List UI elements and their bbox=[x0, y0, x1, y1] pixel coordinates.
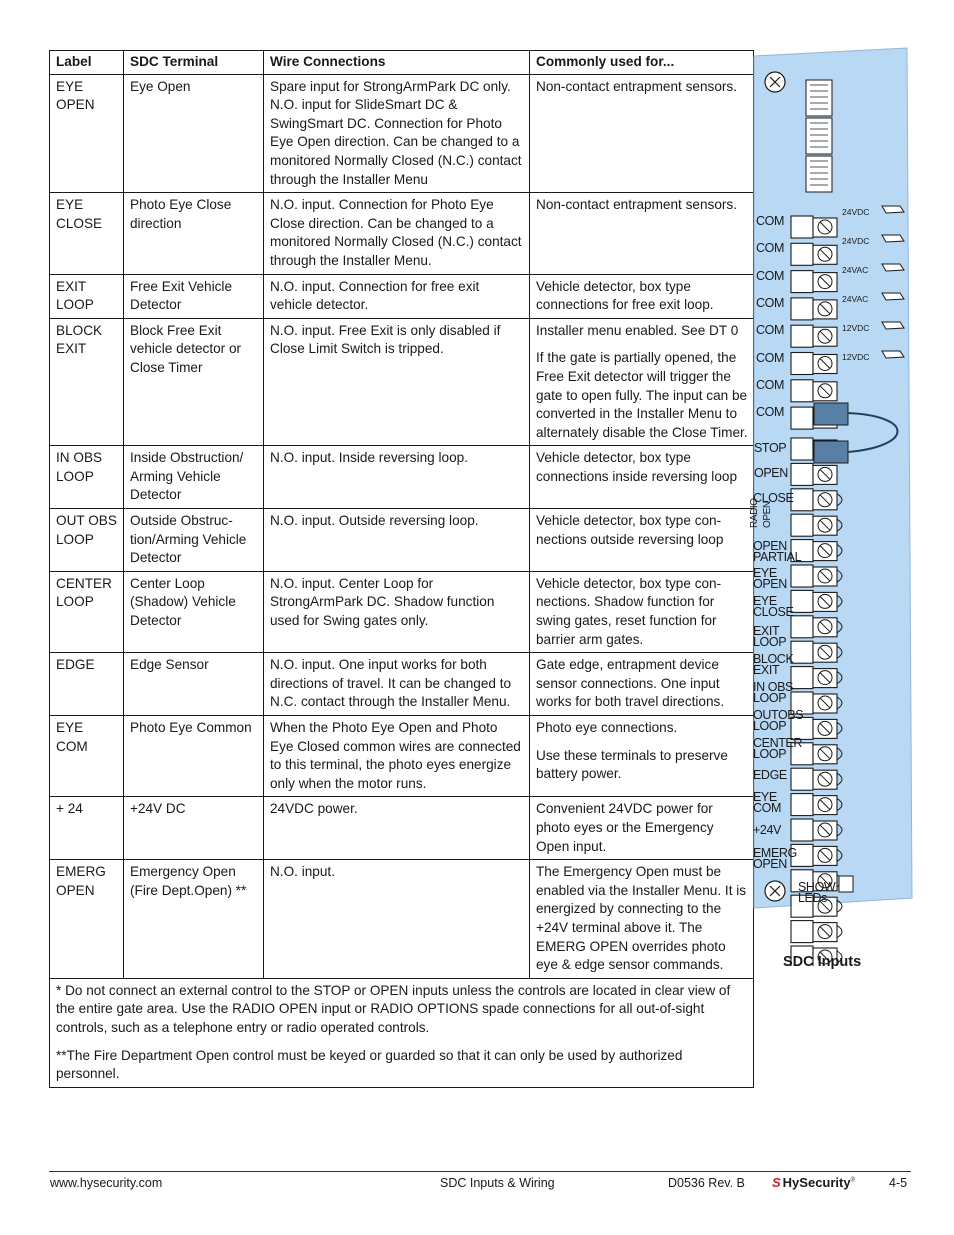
com-label: COM bbox=[756, 241, 784, 256]
com-label: COM bbox=[756, 268, 784, 283]
terminal-housing bbox=[791, 565, 813, 587]
terminal-housing bbox=[791, 325, 813, 347]
input-label: EXIT LOOP bbox=[753, 624, 787, 649]
use-paragraph: Use these terminals to preserve battery power. bbox=[536, 747, 728, 782]
footnote-fire-dept: **The Fire Department Open control must be keyed or guarded so that it can only be used by authorized personnel. bbox=[56, 1047, 683, 1082]
terminal-housing bbox=[791, 794, 813, 816]
row-commonly-used-for bbox=[530, 571, 754, 652]
row-sdc-terminal: Edge Sensor bbox=[124, 653, 264, 716]
voltage-label: 12VDC bbox=[842, 352, 870, 362]
row-wire-connections: Spare input for StrongArmPark DC only. N.O. input for SlideSmart DC & SwingSmart DC. Connection for Photo Eye Open direction. Can be changed to a monitored Normally Closed (N.C.) contact through the Installer Menu bbox=[264, 74, 530, 193]
footer-rule bbox=[49, 1171, 911, 1172]
radio-open-label: OPEN bbox=[762, 501, 773, 528]
terminal-housing bbox=[791, 768, 813, 790]
row-commonly-used-for bbox=[530, 193, 754, 274]
footnotes bbox=[50, 978, 754, 1087]
show-leds-label: SHOW LEDs bbox=[798, 880, 836, 905]
row-commonly-used-for bbox=[530, 274, 754, 318]
row-label: EMERG OPEN bbox=[50, 860, 124, 979]
row-wire-connections: 24VDC power. bbox=[264, 797, 530, 860]
use-paragraph: Photo eye connections. bbox=[536, 720, 678, 735]
terminal-housing bbox=[791, 921, 813, 943]
terminal-housing bbox=[791, 216, 813, 238]
terminal-housing bbox=[791, 590, 813, 612]
terminal-housing bbox=[791, 271, 813, 293]
table-row bbox=[50, 571, 754, 652]
terminal-housing bbox=[791, 407, 813, 429]
row-wire-connections: N.O. input. Connection for Photo Eye Close direction. Can be changed to a monitored Normally Closed (N.C.) contact through the Installer Menu. bbox=[264, 193, 530, 274]
com-label: COM bbox=[756, 323, 784, 338]
table-row bbox=[50, 716, 754, 797]
table-row bbox=[50, 318, 754, 446]
com-label: COM bbox=[756, 377, 784, 392]
row-wire-connections: N.O. input. One input works for both directions of travel. It can be changed to N.C. contact through the Installer Menu. bbox=[264, 653, 530, 716]
show-leds-button bbox=[839, 876, 853, 892]
row-wire-connections: N.O. input. bbox=[264, 860, 530, 979]
table-row bbox=[50, 860, 754, 979]
header-connector bbox=[806, 80, 832, 116]
stop-label: STOP bbox=[754, 441, 787, 455]
sdc-inputs-diagram bbox=[744, 46, 914, 966]
spade-connector bbox=[882, 322, 904, 329]
footnote-stop-open: * Do not connect an external control to the STOP or OPEN inputs unless the controls are located in clear view of the entire gate area. Use the RADIO OPEN input or RADIO OPTIONS spade connections for all out-of-sight controls, such as a telephone entry or radio operated controls. bbox=[56, 982, 731, 1035]
row-sdc-terminal: Inside Obstruction/ Arming Vehicle Detector bbox=[124, 446, 264, 509]
row-sdc-terminal: Photo Eye Close direction bbox=[124, 193, 264, 274]
terminal-housing bbox=[791, 641, 813, 663]
row-wire-connections: N.O. input. Center Loop for StrongArmPark DC. Shadow function used for Swing gates only. bbox=[264, 571, 530, 652]
row-commonly-used-for bbox=[530, 318, 754, 446]
table-row bbox=[50, 446, 754, 509]
row-sdc-terminal: Eye Open bbox=[124, 74, 264, 193]
row-wire-connections: N.O. input. Outside reversing loop. bbox=[264, 509, 530, 572]
footer-website[interactable]: www.hysecurity.com bbox=[50, 1176, 163, 1190]
row-sdc-terminal: +24V DC bbox=[124, 797, 264, 860]
spade-connector bbox=[882, 351, 904, 358]
terminal-housing bbox=[791, 819, 813, 841]
row-commonly-used-for bbox=[530, 74, 754, 193]
footnote-row bbox=[50, 978, 754, 1087]
row-label: BLOCK EXIT bbox=[50, 318, 124, 446]
row-sdc-terminal: Center Loop (Shadow) Vehicle Detector bbox=[124, 571, 264, 652]
table-row bbox=[50, 193, 754, 274]
table-header-row bbox=[50, 51, 754, 75]
open-label: OPEN bbox=[754, 466, 788, 480]
spade-connector bbox=[882, 293, 904, 300]
row-wire-connections: N.O. input. Free Exit is only disabled if Close Limit Switch is tripped. bbox=[264, 318, 530, 446]
row-sdc-terminal: Block Free Exit vehicle detector or Close Timer bbox=[124, 318, 264, 446]
row-label: EYE COM bbox=[50, 716, 124, 797]
terminal-housing bbox=[791, 489, 813, 511]
table-row bbox=[50, 509, 754, 572]
table-row bbox=[50, 797, 754, 860]
table-body bbox=[50, 74, 754, 978]
use-paragraph: Installer menu enabled. See DT 0 bbox=[536, 322, 739, 338]
close-label: CLOSE bbox=[753, 491, 794, 505]
spade-connector bbox=[882, 264, 904, 271]
terminal-housing bbox=[791, 380, 813, 402]
row-wire-connections: N.O. input. Connection for free exit vehicle detector. bbox=[264, 274, 530, 318]
hysecurity-logo-mark: S bbox=[772, 1175, 781, 1190]
row-label: EDGE bbox=[50, 653, 124, 716]
row-wire-connections: N.O. input. Inside reversing loop. bbox=[264, 446, 530, 509]
spade-connector bbox=[882, 235, 904, 242]
input-label: OPEN PARTIAL bbox=[753, 539, 802, 564]
row-commonly-used-for bbox=[530, 716, 754, 797]
row-label: + 24 bbox=[50, 797, 124, 860]
trademark: ® bbox=[850, 1177, 856, 1184]
use-paragraph: Vehicle detector, box type connections inside reversing loop bbox=[536, 450, 738, 484]
terminal-housing bbox=[791, 243, 813, 265]
input-label: OUTOBS LOOP bbox=[753, 708, 804, 733]
use-paragraph: Vehicle detector, box type con-nections outside reversing loop bbox=[536, 513, 724, 547]
input-label: EYE COM bbox=[753, 790, 781, 815]
diagram-caption: SDC Inputs bbox=[783, 954, 862, 970]
com-label: COM bbox=[756, 350, 784, 365]
stop-jumper-block bbox=[814, 441, 848, 463]
terminal-housing bbox=[791, 463, 813, 485]
row-label: IN OBS LOOP bbox=[50, 446, 124, 509]
terminal-housing bbox=[791, 616, 813, 638]
row-label: CENTER LOOP bbox=[50, 571, 124, 652]
header-label: Label bbox=[50, 51, 124, 75]
input-label: BLOCK EXIT bbox=[753, 652, 794, 677]
row-commonly-used-for bbox=[530, 797, 754, 860]
voltage-label: 12VDC bbox=[842, 323, 870, 333]
input-label: IN OBS LOOP bbox=[753, 680, 793, 705]
voltage-label: 24VDC bbox=[842, 207, 870, 217]
row-wire-connections: When the Photo Eye Open and Photo Eye Closed common wires are connected to this terminal, the photo eyes energize only when the motor runs. bbox=[264, 716, 530, 797]
use-paragraph: Non-contact entrapment sensors. bbox=[536, 197, 737, 213]
stop-jumper-block bbox=[814, 403, 848, 425]
com-label: COM bbox=[756, 295, 784, 310]
row-commonly-used-for bbox=[530, 653, 754, 716]
use-paragraph: Vehicle detector, box type con-nections. Shadow function for swing gates, reset function for barrier arm gates. bbox=[536, 575, 722, 647]
table-row bbox=[50, 274, 754, 318]
wire-hook bbox=[837, 926, 842, 938]
header-commonly-used-for: Commonly used for... bbox=[530, 51, 754, 75]
hysecurity-logo-text: HySecurity bbox=[782, 1175, 851, 1190]
use-paragraph: Vehicle detector, box type connections for free exit loop. bbox=[536, 278, 714, 313]
row-sdc-terminal: Outside Obstruc-tion/Arming Vehicle Detector bbox=[124, 509, 264, 572]
terminal-housing bbox=[791, 438, 813, 460]
hysecurity-logo bbox=[772, 1175, 855, 1190]
input-label: +24V bbox=[753, 823, 781, 837]
inputs-table bbox=[49, 50, 754, 1088]
header-sdc-terminal: SDC Terminal bbox=[124, 51, 264, 75]
row-sdc-terminal: Emergency Open (Fire Dept.Open) ** bbox=[124, 860, 264, 979]
use-paragraph: Convenient 24VDC power for photo eyes or the Emergency Open input. bbox=[536, 801, 714, 854]
row-label: EYE CLOSE bbox=[50, 193, 124, 274]
terminal-housing bbox=[791, 298, 813, 320]
input-label: EDGE bbox=[753, 768, 787, 782]
use-paragraph: Non-contact entrapment sensors. bbox=[536, 78, 737, 94]
table-row bbox=[50, 653, 754, 716]
use-paragraph: The Emergency Open must be enabled via the Installer Menu. It is energized by connecting to the +24V terminal above it. The EMERG OPEN overrides photo eye & edge sensor commands. bbox=[536, 864, 747, 973]
row-commonly-used-for bbox=[530, 446, 754, 509]
input-label: EMERG OPEN bbox=[753, 846, 797, 871]
com-label: COM bbox=[756, 214, 784, 228]
com-label: COM bbox=[756, 405, 784, 420]
voltage-label: 24VDC bbox=[842, 236, 870, 246]
radio-label: RADIO bbox=[749, 498, 760, 528]
footer-doc-number: D0536 Rev. B bbox=[668, 1176, 745, 1190]
row-commonly-used-for bbox=[530, 860, 754, 979]
footer-page-number: 4-5 bbox=[889, 1176, 908, 1190]
row-label: OUT OBS LOOP bbox=[50, 509, 124, 572]
voltage-label: 24VAC bbox=[842, 265, 869, 275]
footer-section: SDC Inputs & Wiring bbox=[440, 1176, 555, 1190]
header-wire-connections: Wire Connections bbox=[264, 51, 530, 75]
input-label: EYE CLOSE bbox=[753, 594, 794, 619]
terminal-housing bbox=[791, 514, 813, 536]
row-sdc-terminal: Photo Eye Common bbox=[124, 716, 264, 797]
input-label: CENTER LOOP bbox=[753, 736, 802, 761]
terminal-housing bbox=[791, 353, 813, 375]
use-paragraph: Gate edge, entrapment device sensor connections. One input works for both travel directions. bbox=[536, 657, 725, 710]
spade-connector bbox=[882, 206, 904, 213]
terminal-housing bbox=[791, 667, 813, 689]
row-label: EYE OPEN bbox=[50, 74, 124, 193]
row-commonly-used-for bbox=[530, 509, 754, 572]
row-label: EXIT LOOP bbox=[50, 274, 124, 318]
voltage-label: 24VAC bbox=[842, 294, 869, 304]
table-row bbox=[50, 74, 754, 193]
use-paragraph: If the gate is partially opened, the Free Exit detector will trigger the gate to open fully. The input can be converted in the Installer Menu to alternately disable the Close Timer. bbox=[536, 350, 748, 440]
input-label: EYE OPEN bbox=[753, 566, 787, 591]
row-sdc-terminal: Free Exit Vehicle Detector bbox=[124, 274, 264, 318]
